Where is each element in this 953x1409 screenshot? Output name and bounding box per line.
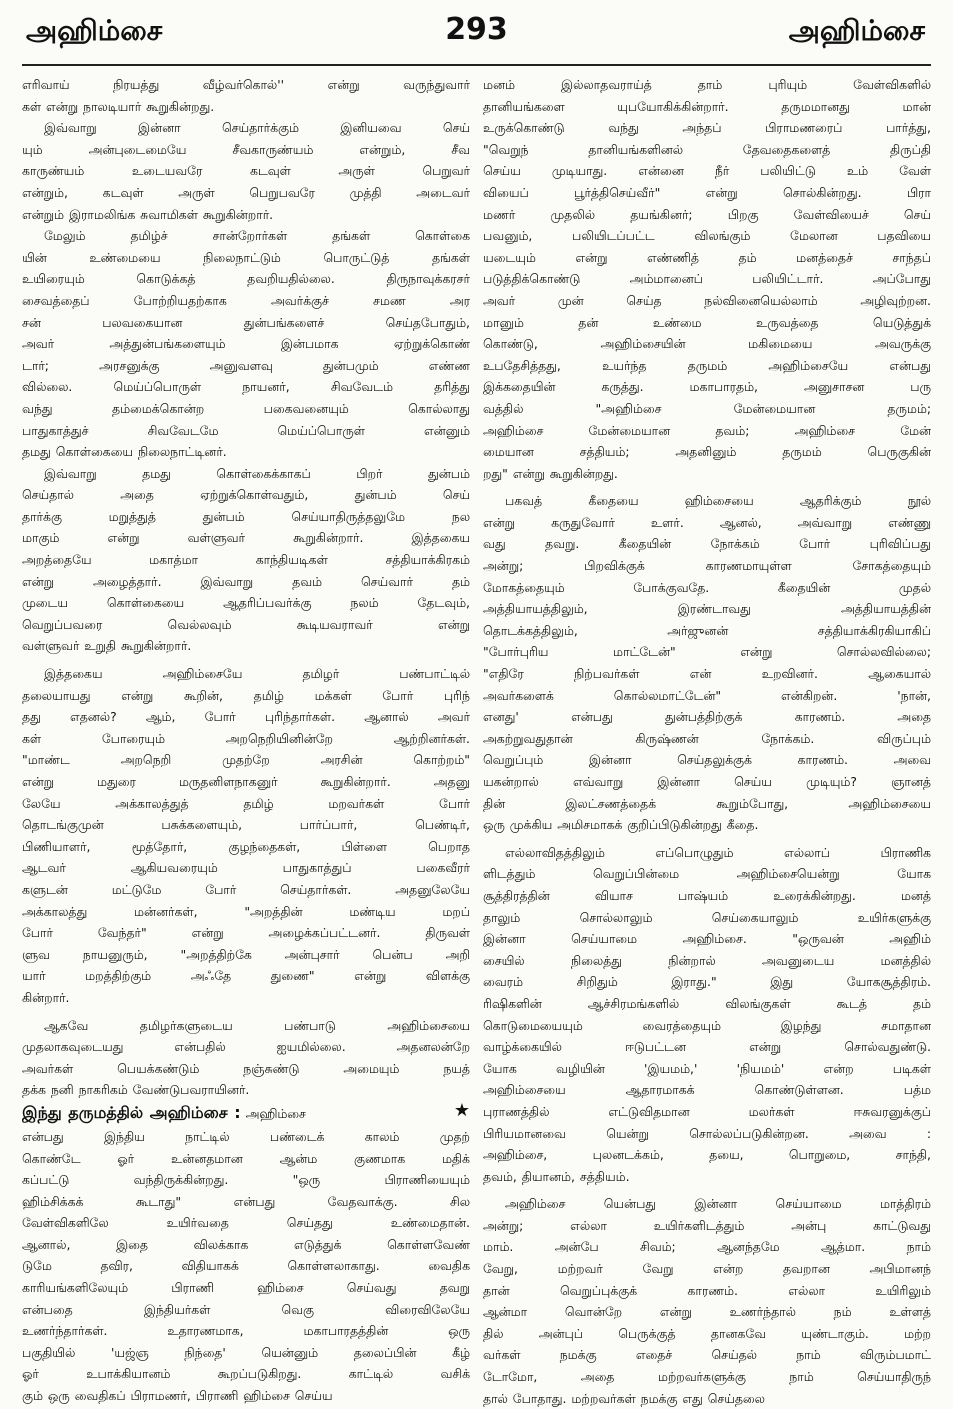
text-line: அக்காலத்து மன்னர்கள், "அறத்தின் மண்டிய மறப் (22, 903, 470, 919)
text-line: தொடக்கத்திலும், அர்ஜுனன் சத்தியாக்கிரகியாகிப் (483, 622, 931, 638)
text-line: மையான சத்தியம்; அதனினும் தருமம் பெருகுகின் (483, 444, 931, 460)
text-line: மணர் முதலில் தயங்கினர்; பிறகு வேள்வியைச் செய் (483, 206, 931, 222)
text-line: அவர்களைக் கொல்லமாட்டேன்" என்கிறன். 'நான், (483, 687, 931, 703)
text-line: என்று அழைத்தார். இவ்வாறு தவம் செய்வார் தம் (22, 573, 470, 589)
page-number: 293 (445, 12, 508, 47)
section-heading-line (22, 1101, 470, 1126)
text-line: வியைப் பூர்த்திசெய்வீர்" என்று சொல்கின்றது. பிரா (483, 184, 931, 200)
text-line: முதலாகவுடையது என்பதில் ஐயமில்லை. அதனலன்றே (22, 1039, 470, 1055)
text-line: பாதுகாத்துச் சிவவேடமே மெய்ப்பொருள் என்னும் (22, 422, 470, 438)
text-line: தால் போதாது. மற்றவர்கள் நமக்கு எது செய்தலை (483, 1390, 765, 1406)
page-header (22, 8, 931, 66)
text-line: களுடன் மட்டுமே போர் செய்தார்கள். அதனுலேயே (22, 881, 470, 897)
text-line: கள் போரையும் அறநெறியினின்றே ஆற்றினர்கள். (22, 730, 470, 746)
paragraph (22, 225, 470, 463)
paragraph (22, 463, 470, 657)
text-line: மனம் இல்லாதவராய்த் தாம் புரியும் வேள்விகளில் (483, 77, 931, 92)
text-line: இன்னா செய்யாமை அஹிம்சை. "ஒருவன் அஹிம் (483, 931, 931, 947)
text-line: வத்தில் "அஹிம்சை மேன்மையான தருமம்; (483, 400, 931, 416)
paragraph (22, 1015, 470, 1101)
text-line: உருக்கொண்டு வந்து அந்தப் பிராமணரைப் பார்த்து, (483, 120, 931, 136)
text-line: என்பதை இந்தியர்கள் வெகு விரைவிலேயே (22, 1301, 470, 1317)
paragraph (483, 1193, 931, 1409)
text-line: மாம். அன்பே சிவம்; ஆனந்தமே ஆத்மா. நாம் (483, 1239, 931, 1255)
text-line: எல்லாவிதத்திலும் எப்பொழுதும் எல்லாப் பிராணிக (505, 844, 931, 860)
text-line: டுமே தவிர, விதியாகக் கொள்ளலாகாது. வைதிக (22, 1258, 470, 1274)
paragraph (483, 842, 931, 1188)
text-line: இவ்வாறு இன்னா செய்தார்க்கும் இனியவை செய் (44, 120, 470, 136)
text-line: கொடுமையையும் வைரத்தையும் இழந்து சமாதான (483, 1017, 931, 1033)
text-line: உணர்ந்தார்கள். உதாரணமாக, மகாபாரதத்தின் ஒரு (22, 1323, 470, 1339)
text-line: யடையும் என்று எண்ணித் தம் மனத்தைச் சாந்தப் (483, 249, 931, 265)
text-line: தமது கொள்கையை நிலைநாட்டினர். (22, 444, 227, 460)
text-line: வந்து தம்மைக்கொன்ற பகைவனையும் கொல்லாது (22, 400, 470, 416)
text-line: சைவத்தைப் போற்றியதற்காக அவர்க்குச் சமண அர (22, 292, 470, 308)
text-line: யும் அன்புடைமையே சீவகாருண்யம் என்றும், சீவ (22, 141, 470, 157)
paragraph (22, 663, 470, 1009)
text-line: ஆனால், இதை விலக்காக எடுத்துக் கொள்ளவேண் (22, 1236, 470, 1252)
text-line: தான் வெறுப்புக்குக் காரணம். எல்லா உயிரிலும் (483, 1282, 931, 1298)
text-line: தொடங்குமுன் பசுக்களையும், பார்ப்பார், பெண்டிர், (22, 817, 470, 833)
text-line: காருண்யம் உடையவரே கடவுள் அருள் பெறுவர் (22, 163, 470, 179)
text-line: அவர் அத்துன்பங்களையும் இன்பமாக ஏற்றுக்கொண் (22, 336, 470, 352)
text-line: ஒரு முக்கிய அமிசமாகக் குறிப்பிடுகின்றது கீதை. (483, 817, 759, 833)
text-line: ரிஷிகளின் ஆச்சிரமங்களில் விலங்குகள் கூடத் தம் (483, 995, 931, 1011)
text-line: கப்பட்டு வந்திருக்கின்றது. "ஒரு பிராணியையும் (22, 1172, 470, 1188)
text-line: "வெறுந் தானியங்களினல் தேவதைகளைத் திருப்தி (483, 141, 931, 157)
two-column-body (22, 74, 931, 1409)
text-line: சூத்திரத்தின் வியாச பாஷ்யம் உரைக்கின்றது. மனத் (483, 887, 931, 903)
text-line: ஓர் உபாக்கியானம் கூறப்படுகிறது. காட்டில் வசிக் (22, 1366, 470, 1382)
text-line: கள் என்று நாலடியார் கூறுகின்றது. (22, 98, 215, 114)
text-line: அஹிம்சையை ஆதாரமாகக் கொண்டுள்ளன. பத்ம (483, 1082, 931, 1098)
running-title-right: அஹிம்சை (788, 14, 925, 47)
text-line: தது எதனல்? ஆம், போர் புரிந்தார்கள். ஆனால் அவர் (22, 709, 470, 725)
text-line: இக்கதையின் கருத்து. மகாபாரதம், அனுசாசன பரு (483, 379, 931, 395)
text-line: உயிரையும் கொடுக்கத் தவறியதில்லை. திருநாவுக்கரசர் (22, 271, 470, 287)
text-line: படுத்திக்கொண்டு அம்மானைப் பலியிட்டார். அப்போது (483, 271, 931, 287)
text-line: எனது' என்பது துன்பத்திற்குக் காரணம். அதை (483, 709, 931, 725)
text-line: என்றும் இராமலிங்க சுவாமிகள் கூறுகின்றார். (22, 206, 274, 222)
text-line: ளிடத்தும் வெறுப்பின்மை அஹிம்சையென்று யோக (483, 866, 931, 882)
text-line: தில் அன்புப் பெருக்குத் தானகவே யுண்டாகும். மற்ற (483, 1325, 931, 1341)
text-line: வாழ்க்கையில் ஈடுபட்டன என்று சொல்வதுண்டு. (483, 1039, 931, 1055)
text-line: என்றும், கடவுள் அருள் பெறுபவரே முத்தி அடைவர் (22, 184, 470, 200)
text-line: வில்லை. மெய்ப்பொருள் நாயனர், சிவவேடம் தரித்து (22, 379, 470, 395)
left-column (22, 74, 470, 1409)
text-line: "போர்புரிய மாட்டேன்" என்று சொல்லவில்லை; (483, 644, 931, 660)
right-column (483, 74, 931, 1409)
text-line: வேறு, மற்றவர் வேறு என்ற தவறான அபிமானந் (483, 1261, 931, 1277)
text-line: சன் பலவகையான துன்பங்களைச் செய்தபோதும், (22, 314, 470, 330)
text-line: சையில் நிலைத்து நின்றால் அவனுடைய மனத்தில் (483, 952, 931, 968)
text-line: அவர்கள் பெயக்கண்டும் நஞ்சுண்டு அமையும் நயத் (22, 1060, 470, 1076)
text-line: "மாண்ட அறநெறி முதற்றே அரசின் கொற்றம்" (22, 752, 470, 768)
text-line: கின்றார். (22, 989, 70, 1005)
end-star-mark: ★ (453, 1099, 470, 1121)
text-line: புராணத்தில் எட்டுவிதமான மலர்கள் ஈசுவரனுக்குப் (483, 1103, 931, 1119)
text-line: என்று கருதுவோர் உளர். ஆனல், அவ்வாறு எண்ணு (483, 514, 931, 530)
text-line: ஆன்மா வொன்றே என்று உணர்ந்தால் நம் உள்ளத் (483, 1304, 931, 1320)
text-line: செய்தால் அதை ஏற்றுக்கொள்வதும், துன்பம் செய் (22, 487, 470, 503)
text-line: ளுவ நாயனுரும், "அறத்திற்கே அன்புசார் பென்ப அறி (22, 946, 470, 962)
text-line: றது" என்று கூறுகின்றது. (483, 465, 618, 481)
text-line: தார்க்கு மறுத்துத் துன்பம் செய்யாதிருத்தலுமே நல (22, 508, 470, 524)
text-line: அவர் முன் செய்த நல்வினையெல்லாம் அழிவுற்றன. (483, 292, 931, 308)
text-line: கும் ஒரு வைதிகப் பிராமணர், பிராணி ஹிம்சை செய்ய (22, 1388, 333, 1404)
text-line: தின் இலட்சணத்தைக் கூறும்போது, அஹிம்சையை (483, 795, 931, 811)
text-line: இவ்வாறு தமது கொள்கைக்காகப் பிறர் துன்பம் (44, 465, 470, 481)
text-line: அத்தியாயத்திலும், இரண்டாவது அத்தியாயத்தின் (483, 601, 931, 617)
text-line: இத்தகைய அஹிம்சையே தமிழர் பண்பாட்டில் (44, 666, 470, 682)
text-line: யின் உண்மையை நிலைநாட்டும் பொருட்டுத் தங்கள் (22, 249, 470, 265)
text-line: மேலும் தமிழ்ச் சான்றோர்கள் தங்கள் கொள்கை (44, 228, 470, 244)
text-line: ஹிம்சிக்கக் கூடாது" என்பது வேதவாக்கு. சில (22, 1193, 470, 1209)
text-line: எரிவாய் நிரயத்து வீழ்வர்கொல்'' என்று வருந்துவார் (22, 77, 470, 92)
text-line: தானியங்களை யுபயோகிக்கின்றார். தருமமானது மான் (483, 98, 931, 114)
text-line: அஹிம்சை யென்பது இன்னா செய்யாமை மாத்திரம் (505, 1196, 931, 1212)
text-line: வைரம் சிறிதும் இராது." இது யோகசூத்திரம். (483, 974, 931, 990)
text-line: என்று மதுரை மருதனிளநாகனுர் கூறுகின்றார். அதனு (22, 774, 470, 789)
text-line: அகற்றுவதுதான் கிருஷ்ணன் நோக்கம். விருப்பும் (483, 730, 931, 746)
text-line: வேள்விகளிலே உயிர்வதை செய்தது உண்மைதான். (22, 1215, 470, 1231)
text-line: பிணியாளர், மூத்தோர், குழந்தைகள், பிள்ளை பெறாத (22, 838, 470, 854)
text-line: வள்ளுவர் உறுதி கூறுகின்றார். (22, 638, 192, 654)
text-line: வது தவறு. கீதையின் நோக்கம் போர் புரிவிப்பது (483, 536, 931, 552)
header-rule (22, 64, 931, 66)
text-line: வர்கள் நமக்கு எதைச் செய்தல் நாம் விரும்பமாட் (483, 1347, 931, 1363)
text-line: அஹிம்சை, புலனடக்கம், தயை, பொறுமை, சாந்தி, (483, 1147, 931, 1163)
text-line: முடைய கொள்கையை ஆதரிப்பவர்க்கு நலம் தேடவும், (22, 595, 470, 611)
paragraph (22, 117, 470, 225)
text-line: உபதேசித்தது, உயர்ந்த தருமம் அஹிம்சையே என்பது (483, 357, 931, 373)
paragraph (22, 74, 470, 117)
paragraph (483, 74, 931, 484)
text-line: ஆடவர் ஆகியவரையும் பாதுகாத்துப் பகைவீரர் (22, 860, 470, 876)
text-line: தாலும் சொல்லாலும் செய்கையாலும் உயிர்களுக்கு (483, 909, 931, 925)
text-line: மானும் தன் உண்மை உருவத்தை யெடுத்துக் (483, 314, 931, 330)
text-line: பவனும், பலியிடப்பட்ட விலங்கும் மேலான பதவியை (483, 228, 931, 244)
text-line: அன்று; எல்லா உயிர்களிடத்தும் அன்பு காட்டுவது (483, 1217, 931, 1233)
running-title-left: அஹிம்சை (26, 14, 163, 47)
text-line: யகன்றால் எவ்வாறு இன்னா செய்ய முடியும்? ஞானத் (483, 774, 931, 789)
text-line: லேயே அக்காலத்துத் தமிழ் மறவர்கள் போர் (22, 795, 470, 811)
text-line: அஹிம்சை மேன்மையான தவம்; அஹிம்சை மேன் (483, 422, 931, 438)
text-line: பகுதியில் 'யஜ்ஞ நிந்தை' யென்னும் தலைப்பின் கீழ் (22, 1344, 470, 1360)
text-line: போர் வேந்தர்" என்று அழைக்கப்பட்டனர். திருவள் (22, 925, 470, 941)
text-line: அன்று; பிறவிக்குக் காரணமாயுள்ள சோகத்தையும் (483, 558, 931, 574)
text-line: மோகத்தையும் போக்குவதே. கீதையின் முதல் (483, 579, 931, 595)
text-line: அறத்தையே மகாத்மா காந்தியடிகள் சத்தியாக்கிரகம் (22, 552, 470, 568)
text-line: என்பது இந்திய நாட்டில் பண்டைக் காலம் முதற் (22, 1128, 470, 1144)
text-line: யார் மறத்திற்கும் அஃதே துணை" என்று விளக்கு (22, 968, 470, 984)
text-line: தவம், தியானம், சத்தியம். (483, 1168, 630, 1184)
text-line: கொண்டு, அஹிம்சையின் மகிமையை அவருக்கு (483, 336, 931, 352)
text-line: மாகும் என்று வள்ளுவர் கூறுகின்றார். இத்தகைய (22, 530, 470, 546)
text-line: வெறுப்பவரை வெல்லவும் கூடியவராவர் என்று (22, 616, 470, 632)
text-line: யோக வழியின் 'இயமம்,' 'நியமம்' என்ற படிகள் (483, 1060, 931, 1076)
text-line: ஆகவே தமிழர்களுடைய பண்பாடு அஹிம்சையை (44, 1017, 470, 1033)
heading-run-in-text: அஹிம்சை (245, 1105, 306, 1121)
text-line: பகவத் கீதையை ஹிம்சையை ஆதரிக்கும் நூல் (505, 493, 931, 509)
paragraph (483, 490, 931, 836)
text-line: டோமோ, அதை மற்றவர்களுக்கு நாம் செய்யாதிருந் (483, 1369, 931, 1385)
text-line: பிரியமானவை யென்று சொல்லப்படுகின்றன. அவை : (483, 1125, 931, 1141)
section-heading: இந்து தருமத்தில் அஹிம்சை : (22, 1102, 241, 1122)
text-line: தலையாயது என்று கூறின், தமிழ் மக்கள் போர் புரிந் (22, 687, 470, 703)
text-line: கொண்டே ஓர் உன்னதமான ஆன்ம குணமாக மதிக் (22, 1150, 470, 1166)
text-line: டார்; அரசனுக்கு அனுவளவு துன்பமும் எண்ண (22, 357, 470, 373)
text-line: காரியங்களிலேயும் பிராணி ஹிம்சை செய்வது தவறு (22, 1280, 470, 1296)
text-line: செய்ய முடியாது. என்னை நீர் பலியிட்டு உம் வேள் (483, 163, 931, 179)
text-line: "எதிரே நிற்பவர்கள் என் உறவினர். ஆகையால் (483, 666, 931, 682)
text-line: வெறுப்பும் இன்னா செய்தலுக்குக் காரணம். அவை (483, 752, 931, 768)
text-line: தக்க நனி நாகரிகம் வேண்டுபவராயினர். (22, 1082, 250, 1098)
